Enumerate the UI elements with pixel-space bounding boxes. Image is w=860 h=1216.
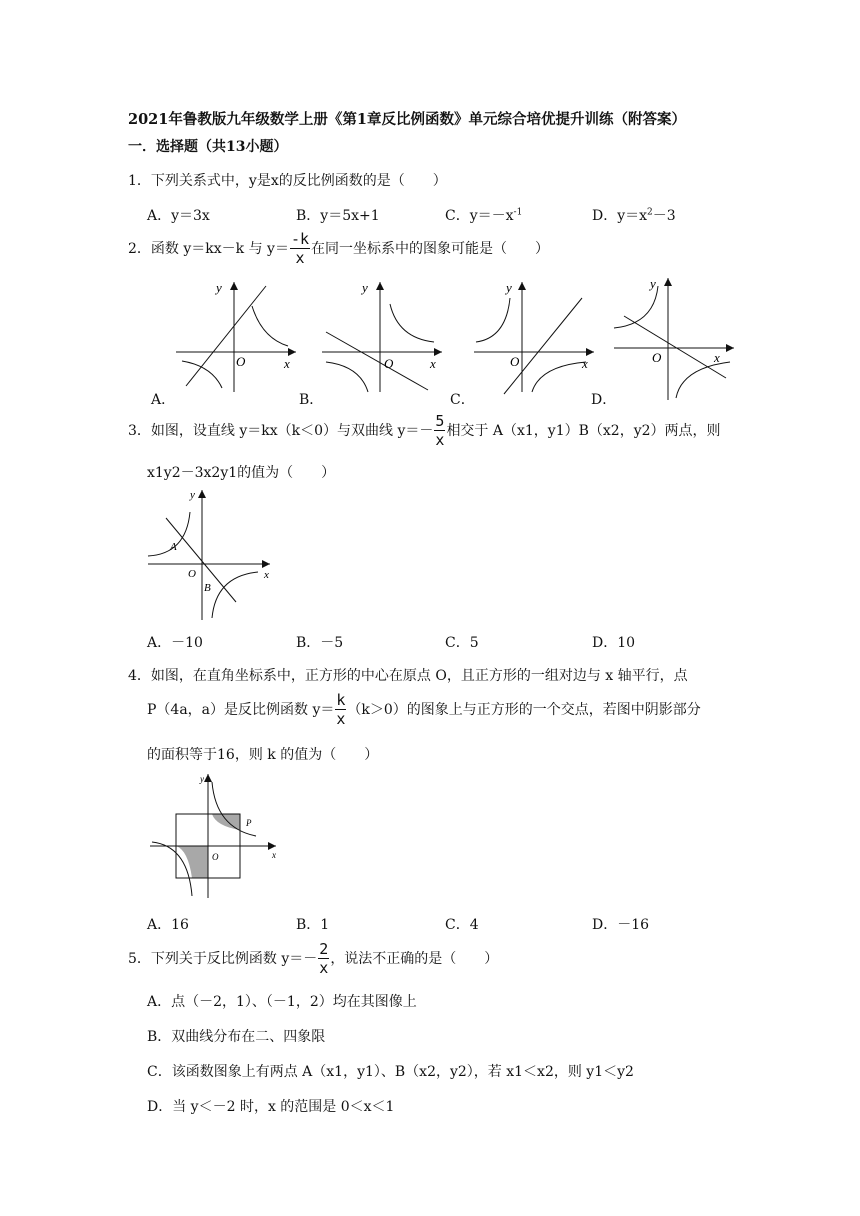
axis-y-label: y	[506, 280, 512, 295]
q2-graph-a	[172, 276, 302, 396]
q4-stem-line2: P（4a，a）是反比例函数 y＝ $\frac{k}{x}$ （k＞0）的图象上与正方形的一个交点，若图中阴影部分	[147, 691, 701, 728]
q4-fraction: $\frac{k}{x}$	[336, 691, 346, 728]
q1-option-c: C．$y=-x^{-1}$	[445, 207, 523, 224]
origin-label: O	[384, 356, 394, 371]
q2-option-a: A．	[151, 392, 176, 408]
q3-option-b: B．－5	[296, 635, 344, 651]
q2-option-c: C．	[450, 392, 475, 408]
q2-stem: 2．函数 y＝kx－k 与 y＝ $\frac{-k}{x}$ 在同一坐标系中的图象可能是（ ）	[128, 230, 550, 267]
q3-stem-line2: x1y2－3x2y1的值为（ ）	[147, 465, 336, 481]
q3-option-c: C．5	[445, 635, 479, 651]
q3-option-a: A．－10	[147, 635, 203, 651]
q4-option-c: C．4	[445, 917, 479, 933]
q4-option-b: B．1	[296, 917, 330, 933]
point-p-label: P	[246, 818, 252, 828]
axis-y-label: y	[190, 489, 195, 501]
q5-fraction: $\frac{2}{x}$	[319, 940, 329, 977]
q3-stem: 3．如图，设直线 y＝kx（k＜0）与双曲线 y＝－ $\frac{5}{x}$ 相交于 A（x1，y1）B（x2，y2）两点，则	[128, 412, 721, 449]
q5-option-c: C．该函数图象上有两点 A（x1，y1）、B（x2，y2），若 x1＜x2，则 y1＜y2	[147, 1064, 634, 1080]
axis-x-label: x	[582, 356, 588, 371]
origin-label: O	[652, 350, 662, 365]
q4-option-a: A．16	[147, 917, 189, 933]
q3-graph	[146, 484, 278, 624]
q5-stem: 5．下列关于反比例函数 y＝－ $\frac{2}{x}$ ，说法不正确的是（ ）	[128, 940, 499, 977]
section-heading: 一．选择题（共13小题）	[128, 139, 288, 155]
q1-option-a: A．y＝3x	[147, 208, 210, 224]
axis-x-label: x	[264, 569, 269, 581]
q4-stem-line3: 的面积等于16，则 k 的值为（ ）	[147, 747, 379, 763]
point-a-label: A	[170, 541, 177, 553]
axis-y-label: y	[200, 774, 204, 784]
document-title: 2021年鲁教版九年级数学上册《第1章反比例函数》单元综合培优提升训练（附答案）	[128, 111, 686, 128]
origin-label: O	[212, 852, 219, 862]
axis-y-label: y	[362, 280, 368, 295]
q4-option-d: D．－16	[592, 917, 650, 933]
axis-x-label: x	[430, 356, 436, 371]
axis-x-label: x	[284, 356, 290, 371]
q1-option-d: D．$y=x^2-3$	[592, 207, 676, 224]
point-b-label: B	[204, 582, 211, 594]
q2-graph-d	[610, 270, 740, 402]
origin-label: O	[510, 354, 520, 369]
q2-option-d: D．	[591, 392, 617, 408]
q5-option-d: D．当 y＜－2 时，x 的范围是 0＜x＜1	[147, 1099, 395, 1115]
q2-fraction: $\frac{-k}{x}$	[290, 230, 310, 267]
origin-label: O	[236, 354, 246, 369]
axis-x-label: x	[272, 850, 276, 860]
q3-fraction: $\frac{5}{x}$	[435, 412, 445, 449]
q2-graph-c	[470, 276, 600, 396]
q2-graph-b	[318, 276, 448, 396]
q1-stem: 1．下列关系式中，y是x的反比例函数的是（ ）	[128, 173, 447, 189]
q1-option-b: B．y＝5x+1	[296, 208, 380, 224]
axis-x-label: x	[714, 350, 720, 365]
origin-label: O	[188, 568, 196, 580]
q2-option-b: B．	[299, 392, 324, 408]
q4-stem-line1: 4．如图，在直角坐标系中，正方形的中心在原点 O，且正方形的一组对边与 x 轴平行，点	[128, 668, 688, 684]
axis-y-label: y	[650, 276, 656, 291]
q5-option-a: A．点（－2，1）、（－1，2）均在其图像上	[147, 994, 417, 1010]
q5-option-b: B．双曲线分布在二、四象限	[147, 1029, 326, 1045]
q3-option-d: D．10	[592, 635, 636, 651]
q4-graph	[146, 770, 282, 900]
axis-y-label: y	[216, 280, 222, 295]
